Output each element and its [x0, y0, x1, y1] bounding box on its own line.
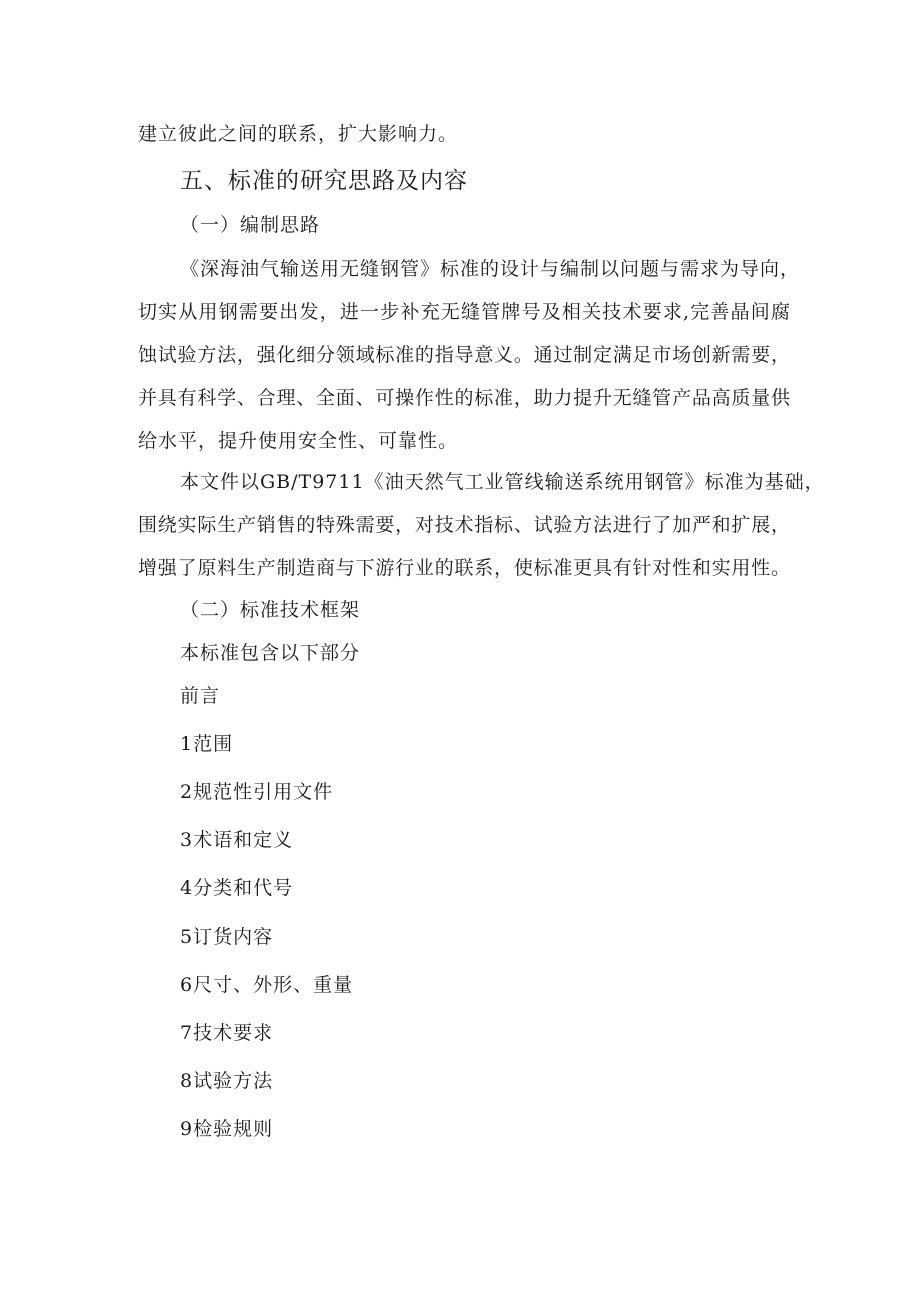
paragraph-line: 增强了原料生产制造商与下游行业的联系，使标准更具有针对性和实用性。 [138, 557, 790, 579]
paragraph-line: 蚀试验方法，强化细分领域标准的指导意义。通过制定满足市场创新需要， [138, 344, 790, 366]
list-item: 前言 [180, 685, 221, 707]
paragraph-line: 给水平，提升使用安全性、可靠性。 [138, 430, 459, 452]
list-item: 8试验方法 [180, 1070, 274, 1092]
section-heading: 五、标准的研究思路及内容 [180, 168, 468, 194]
paragraph-line: 围绕实际生产销售的特殊需要，对技术指标、试验方法进行了加严和扩展， [138, 514, 790, 536]
list-item: 9检验规则 [180, 1118, 274, 1140]
list-item: 1范围 [180, 733, 234, 755]
list-item: 6尺寸、外形、重量 [180, 974, 354, 996]
subsection-2-title: （二）标准技术框架 [180, 599, 361, 621]
paragraph-line: 本文件以GB/T9711《油天然气工业管线输送系统用钢管》标准为基础， [180, 471, 825, 493]
list-item: 2规范性引用文件 [180, 781, 334, 803]
list-item: 7技术要求 [180, 1022, 274, 1044]
paragraph-line: 切实从用钢需要出发，进一步补充无缝管牌号及相关技术要求,完善晶间腐 [138, 301, 790, 323]
list-item: 4分类和代号 [180, 877, 294, 899]
list-item: 5订货内容 [180, 926, 274, 948]
paragraph-line: 并具有科学、合理、全面、可操作性的标准，助力提升无缝管产品高质量供 [138, 387, 790, 409]
list-item: 3术语和定义 [180, 829, 294, 851]
framework-lead-text: 本标准包含以下部分 [180, 642, 361, 664]
intro-tail-text: 建立彼此之间的联系，扩大影响力。 [138, 123, 459, 145]
subsection-1-title: （一）编制思路 [180, 214, 321, 236]
paragraph-line: 《深海油气输送用无缝钢管》标准的设计与编制以问题与需求为导向， [180, 258, 801, 280]
